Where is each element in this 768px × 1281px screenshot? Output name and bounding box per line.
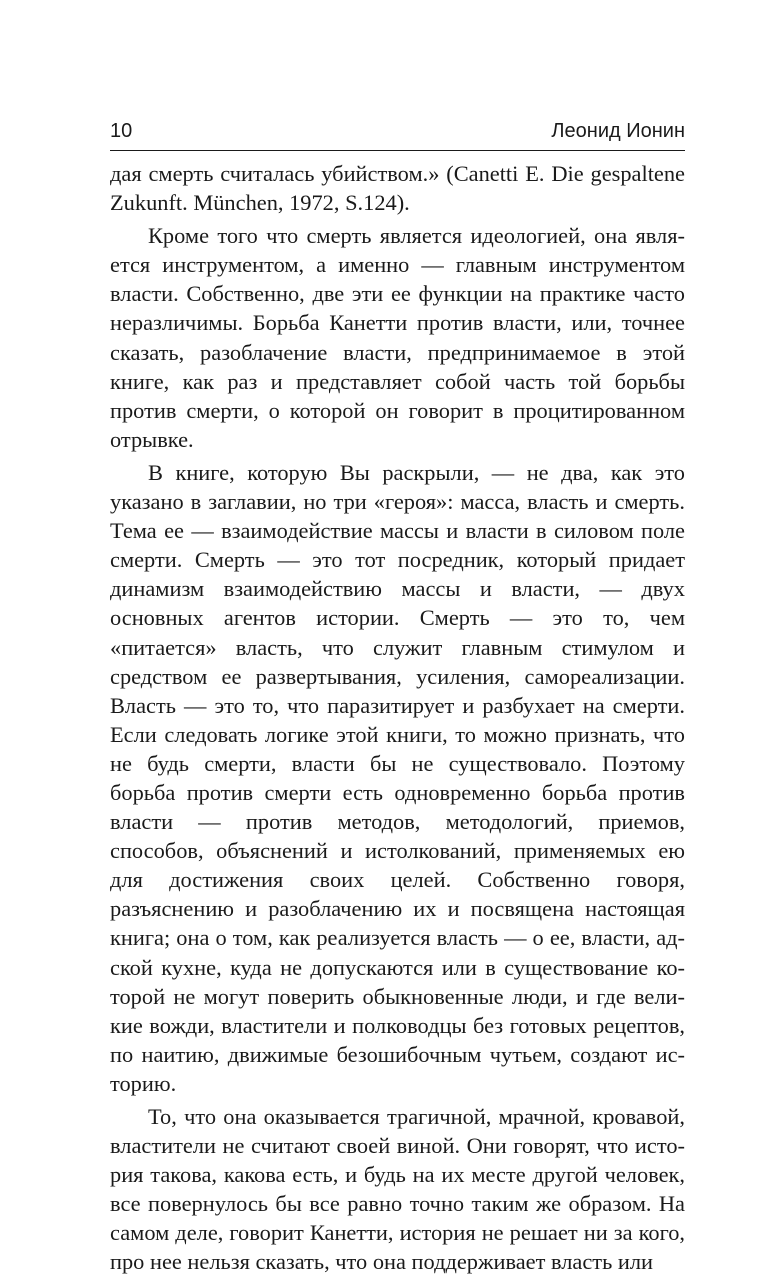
body-text <box>110 159 685 1277</box>
running-head-author: Леонид Ионин <box>551 120 685 142</box>
paragraph-continued: дая смерть считалась убийством.» (Canetti E. Die gespaltene Zukunft. München, 1972, S.124). <box>110 161 685 216</box>
paragraph: Кроме того что смерть является идеологией, она является инструментом, а именно — главным инструментом власти. Собственно, две эти ее функции на практике часто неразличимы. Борьба Канетти против власти, или, точнее сказать, разоблачение власти, предпринимаемое в этой книге, как раз и представляет собой часть той борьбы против смерти, о которой он говорит в процитированном отрывке. <box>110 223 685 452</box>
running-header <box>110 118 685 151</box>
book-page <box>110 118 685 1281</box>
paragraph: То, что она оказывается трагичной, мрачной, кровавой, властители не считают своей виной. Они говорят, что история такова, какова есть, и будь на их месте другой человек, все повернулось бы все равно точно таким же образом. На самом деле, говорит Канетти, история не решает ни за кого, про нее нельзя сказать, что она поддерживает власть или <box>110 1104 685 1275</box>
paragraph: В книге, которую Вы раскрыли, — не два, как это указано в заглавии, но три «героя»: масса, власть и смерть. Тема ее — взаимодействие массы и власти в силовом поле смерти. Смерть — это тот посредник, который придает динамизм взаимодействию массы и власти, — двух основных агентов истории. Смерть — это то, чем «питается» власть, что служит главным стимулом и средством ее развертывания, усиления, самореализации. Власть — это то, что паразитирует и разбухает на смерти. Если следовать логике этой книги, то можно признать, что не будь смерти, власти бы не существовало. Поэтому борьба против смерти есть одновременно борьба против власти — против методов, методологий, приемов, способов, объяснений и истолкований, применяемых ею для достижения своих целей. Собственно говоря, разъяснению и разоблачению их и посвящена настоящая книга; она о том, как реализуется власть — о ее, власти, адской кухне, куда не допускаются или в существование которой не могут поверить обыкновенные люди, и где великие вожди, властители и полководцы без готовых рецептов, по наитию, движимые безошибочным чутьем, создают историю. <box>110 459 685 1096</box>
page-number: 10 <box>110 120 133 142</box>
